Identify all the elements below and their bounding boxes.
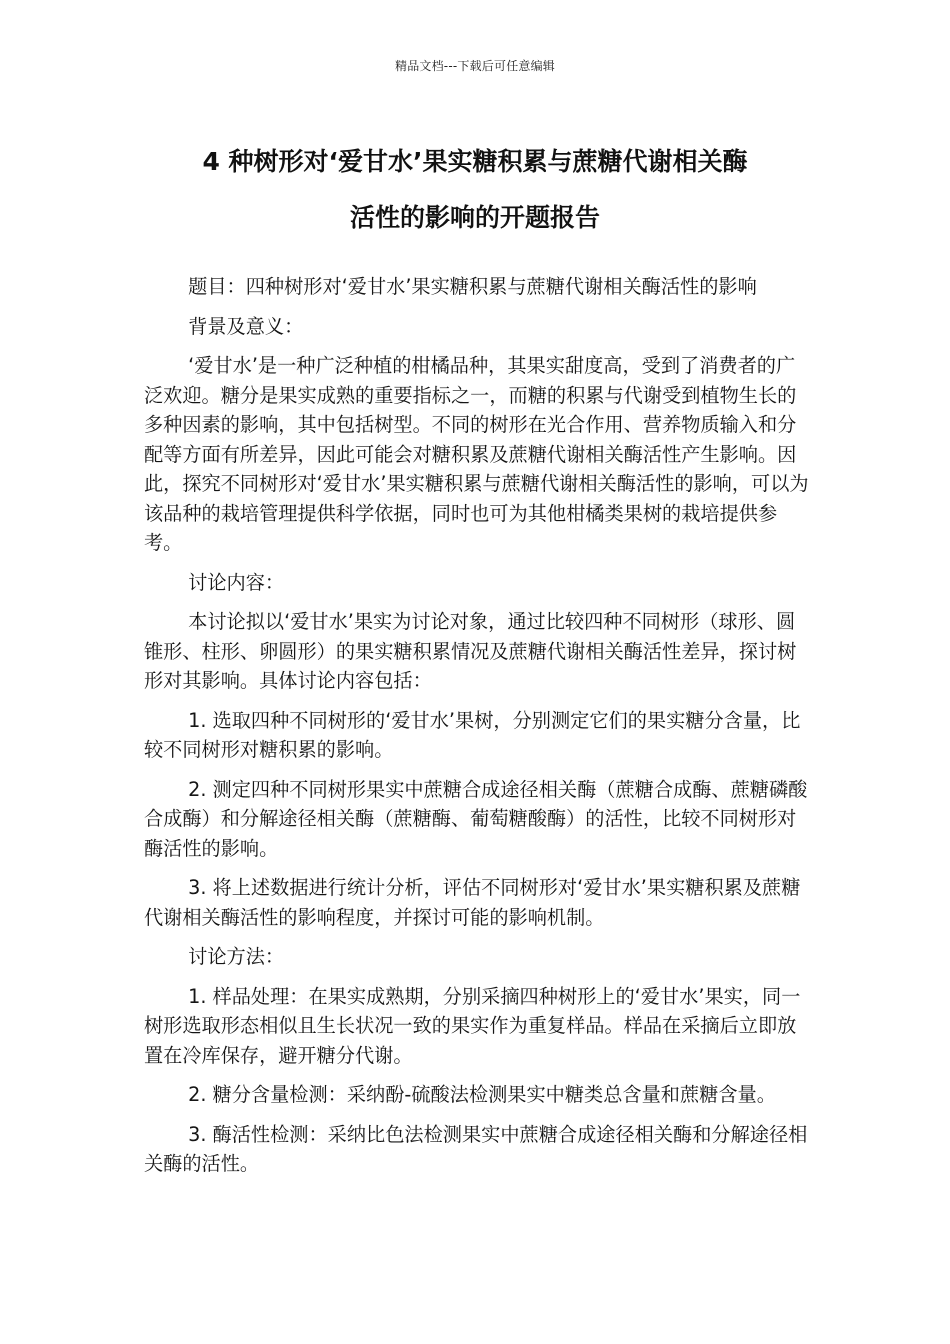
content-item-3: 3. 将上述数据进行统计分析，评估不同树形对‘爱甘水’果实糖积累及蔗糖代谢相关酶活性的影响程度，并探讨可能的影响机制。 — [144, 876, 801, 929]
document-title-line-2: 活性的影响的开题报告 — [349, 203, 600, 232]
document-body — [144, 272, 809, 1189]
document-title-line-1: 4 种树形对‘爱甘水’果实糖积累与蔗糖代谢相关酶 — [202, 147, 748, 176]
content-intro-paragraph: 本讨论拟以‘爱甘水’果实为讨论对象，通过比较四种不同树形（球形、圆锥形、柱形、卵圆形）的果实糖积累情况及蔗糖代谢相关酶活性差异，探讨树形对其影响。具体讨论内容包括： — [144, 610, 797, 692]
background-paragraph: ‘爱甘水’是一种广泛种植的柑橘品种，其果实甜度高，受到了消费者的广泛欢迎。糖分是果实成熟的重要指标之一，而糖的积累与代谢受到植物生长的多种因素的影响，其中包括树型。不同的树形在光合作用、营养物质输入和分配等方面有所差异，因此可能会对糖积累及蔗糖代谢相关酶活性产生影响。因此，探究不同树形对‘爱甘水’果实糖积累与蔗糖代谢相关酶活性的影响，可以为该品种的栽培管理提供科学依据，同时也可为其他柑橘类果树的栽培提供参考。 — [144, 354, 809, 554]
methods-heading: 讨论方法： — [188, 945, 285, 968]
method-item-3: 3. 酶活性检测：采纳比色法检测果实中蔗糖合成途径相关酶和分解途径相关酶的活性。 — [144, 1122, 808, 1175]
background-heading: 背景及意义： — [188, 314, 304, 338]
page-header: 精品文档---下载后可任意编辑 — [395, 59, 555, 73]
method-item-1: 1. 样品处理：在果实成熟期，分别采摘四种树形上的‘爱甘水’果实，同一树形选取形态相似且生长状况一致的果实作为重复样品。样品在采摘后立即放置在冷库保存，避开糖分代谢。 — [144, 984, 801, 1067]
topic-paragraph: 题目：四种树形对‘爱甘水’果实糖积累与蔗糖代谢相关酶活性的影响 — [188, 275, 757, 298]
content-item-1: 1. 选取四种不同树形的‘爱甘水’果树，分别测定它们的果实糖分含量，比较不同树形对糖积累的影响。 — [144, 708, 801, 761]
method-item-2: 2. 糖分含量检测：采纳酚-硫酸法检测果实中糖类总含量和蔗糖含量。 — [188, 1083, 776, 1106]
content-heading: 讨论内容： — [188, 570, 285, 594]
content-item-2: 2. 测定四种不同树形果实中蔗糖合成途径相关酶（蔗糖合成酶、蔗糖磷酸合成酶）和分解途径相关酶（蔗糖酶、葡萄糖酸酶）的活性，比较不同树形对酶活性的影响。 — [144, 777, 808, 860]
